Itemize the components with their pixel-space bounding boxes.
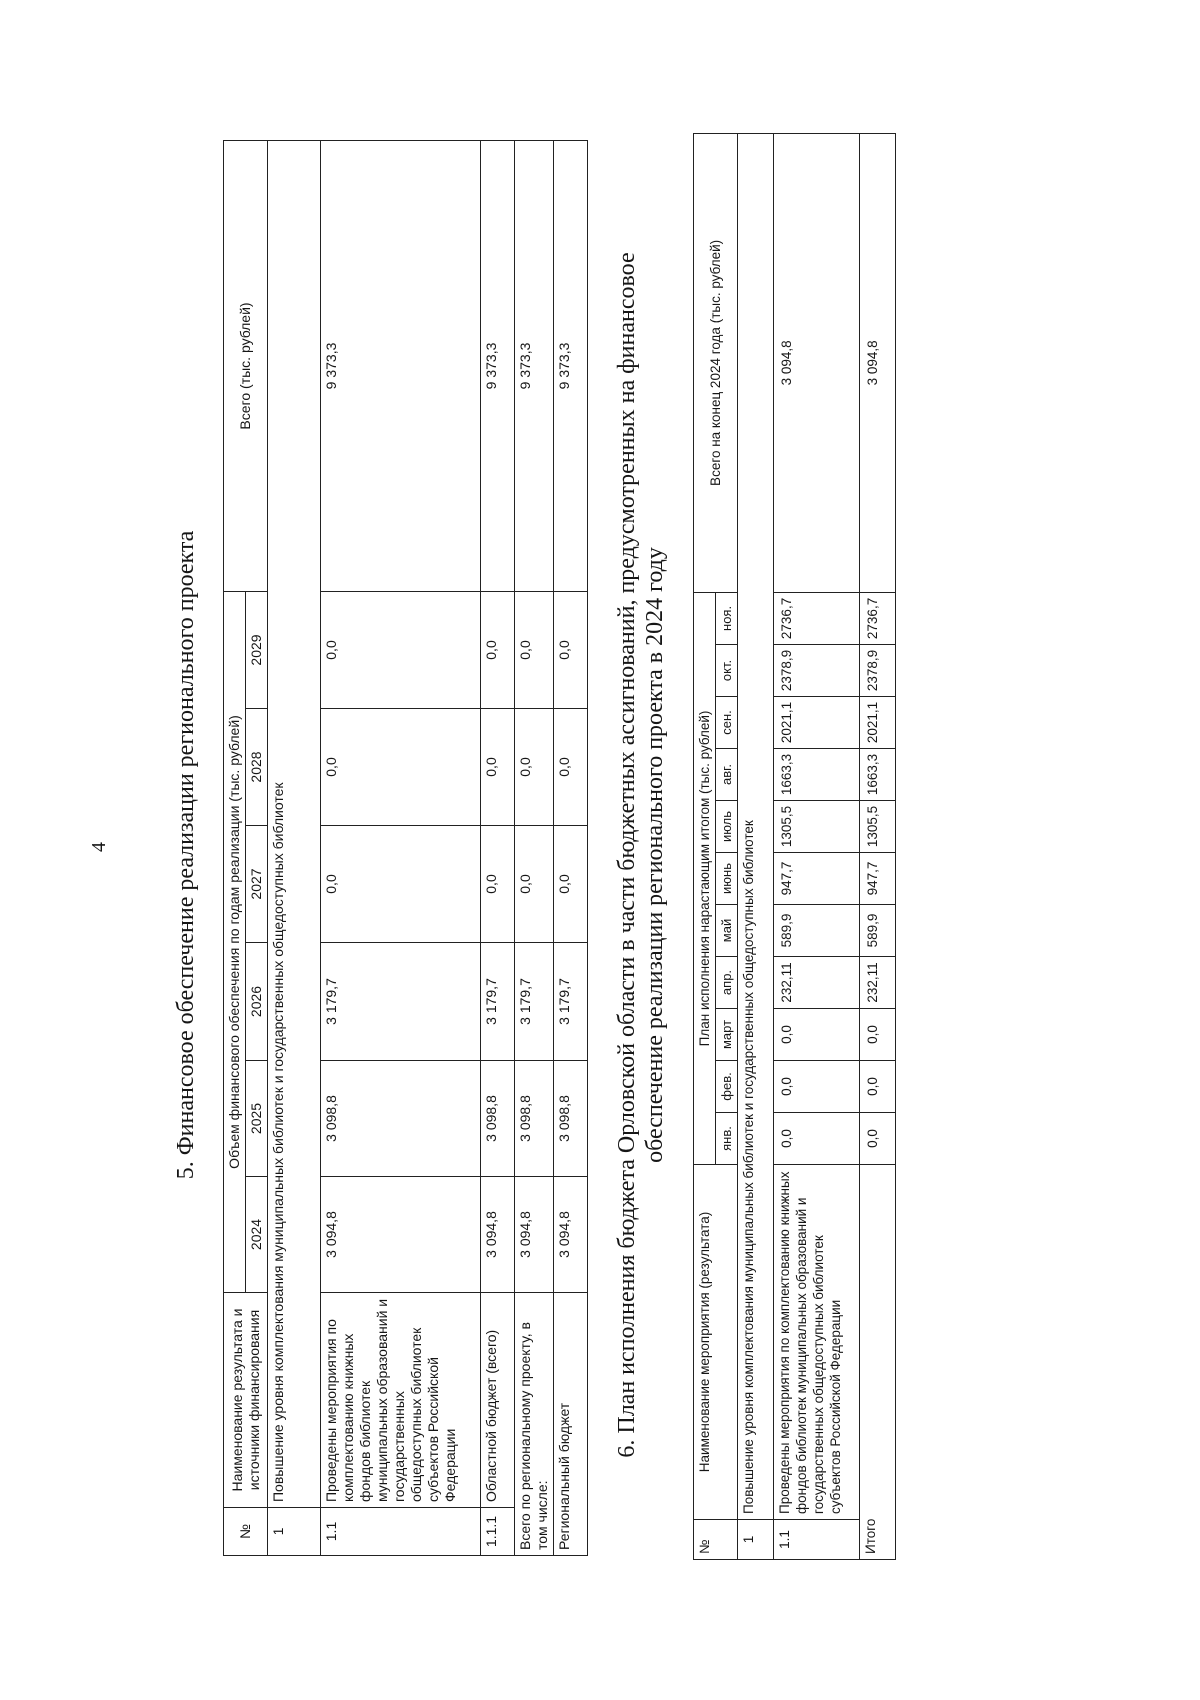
value-cell: 3 098,8 xyxy=(554,1061,588,1177)
value-cell: 1305,5 xyxy=(860,801,896,853)
header-month: июнь xyxy=(716,853,738,905)
row-name: Итого xyxy=(860,1165,896,1560)
value-cell: 0,0 xyxy=(860,1061,896,1113)
value-cell: 2736,7 xyxy=(774,592,860,644)
value-cell: 0,0 xyxy=(481,826,515,943)
table-row xyxy=(774,133,860,1559)
value-cell: 947,7 xyxy=(774,853,860,905)
value-cell: 2378,9 xyxy=(774,645,860,697)
header-total: Всего (тыс. рублей) xyxy=(224,140,268,591)
group-title: Повышение уровня комплектования муниципальных библиотек и государственных общедоступных библиотек xyxy=(268,140,321,1507)
total-cell: 9 373,3 xyxy=(321,140,481,591)
section6-title-line1: 6. План исполнения бюджета Орловской области в части бюджетных ассигнований, предусмотренных на финансовое xyxy=(614,252,640,1458)
row-number: 1 xyxy=(268,1508,321,1556)
value-cell: 0,0 xyxy=(321,709,481,826)
section5-title: 5. Финансовое обеспечение реализации регионального проекта xyxy=(173,530,199,1180)
header-month: авг. xyxy=(716,749,738,801)
row-number: 1 xyxy=(738,1520,774,1560)
value-cell: 589,9 xyxy=(774,905,860,957)
value-cell: 1305,5 xyxy=(774,801,860,853)
value-cell: 0,0 xyxy=(515,591,554,708)
value-cell: 3 094,8 xyxy=(481,1177,515,1293)
table-row xyxy=(554,140,588,1555)
section6-title xyxy=(613,30,669,1680)
row-name: Региональный бюджет xyxy=(554,1293,588,1556)
header-name: Наименование мероприятия (результата) xyxy=(694,1165,738,1520)
value-cell: 0,0 xyxy=(321,826,481,943)
row-number: 1.1.1 xyxy=(481,1508,515,1556)
section6-title-line2: обеспечение реализации регионального проекта в 2024 году xyxy=(642,547,668,1163)
header-volume: Объем финансового обеспечения по годам реализации (тыс. рублей) xyxy=(224,591,246,1292)
rotated-page xyxy=(0,30,1200,1680)
group-row xyxy=(738,133,774,1559)
value-cell: 3 094,8 xyxy=(515,1177,554,1293)
value-cell: 0,0 xyxy=(481,591,515,708)
total-cell: 9 373,3 xyxy=(515,140,554,591)
row-name: Областной бюджет (всего) xyxy=(481,1293,515,1508)
header-month: май xyxy=(716,905,738,957)
value-cell: 3 094,8 xyxy=(321,1177,481,1293)
value-cell: 232,11 xyxy=(774,957,860,1009)
value-cell: 3 179,7 xyxy=(554,943,588,1061)
group-row xyxy=(268,140,321,1555)
value-cell: 0,0 xyxy=(860,1113,896,1165)
header-plan: План исполнения нарастающим итогом (тыс. рублей) xyxy=(694,592,716,1164)
value-cell: 3 094,8 xyxy=(554,1177,588,1293)
value-cell: 0,0 xyxy=(774,1009,860,1061)
table-row xyxy=(321,140,481,1555)
value-cell: 1663,3 xyxy=(860,749,896,801)
value-cell: 0,0 xyxy=(321,591,481,708)
value-cell: 0,0 xyxy=(515,709,554,826)
value-cell: 3 179,7 xyxy=(321,943,481,1061)
header-year: 2028 xyxy=(246,709,268,826)
value-cell: 2378,9 xyxy=(860,645,896,697)
header-total: Всего на конец 2024 года (тыс. рублей) xyxy=(694,133,738,592)
value-cell: 589,9 xyxy=(860,905,896,957)
value-cell: 3 098,8 xyxy=(515,1061,554,1177)
header-month: март xyxy=(716,1009,738,1061)
header-year: 2025 xyxy=(246,1061,268,1177)
value-cell: 1663,3 xyxy=(774,749,860,801)
value-cell: 3 179,7 xyxy=(515,943,554,1061)
header-month: июль xyxy=(716,801,738,853)
value-cell: 2736,7 xyxy=(860,592,896,644)
value-cell: 2021,1 xyxy=(774,697,860,749)
table-row xyxy=(860,133,896,1559)
value-cell: 0,0 xyxy=(554,826,588,943)
header-month: янв. xyxy=(716,1113,738,1165)
value-cell: 0,0 xyxy=(515,826,554,943)
header-month: ноя. xyxy=(716,592,738,644)
value-cell: 3 098,8 xyxy=(321,1061,481,1177)
value-cell: 0,0 xyxy=(554,709,588,826)
row-name: Всего по региональному проекту, в том числе: xyxy=(515,1293,554,1556)
header-month: сен. xyxy=(716,697,738,749)
value-cell: 0,0 xyxy=(774,1113,860,1165)
value-cell: 232,11 xyxy=(860,957,896,1009)
table-row xyxy=(481,140,515,1555)
value-cell: 0,0 xyxy=(860,1009,896,1061)
row-number: 1.1 xyxy=(321,1508,481,1556)
total-cell: 9 373,3 xyxy=(481,140,515,591)
row-number: 1.1 xyxy=(774,1520,860,1560)
value-cell: 3 179,7 xyxy=(481,943,515,1061)
header-year: 2027 xyxy=(246,826,268,943)
row-name: Проведены мероприятия по комплектованию книжных фондов библиотек муниципальных образований и государственных общедоступных библиотек субъектов Российской Федерации xyxy=(774,1165,860,1520)
header-year: 2024 xyxy=(246,1177,268,1293)
value-cell: 0,0 xyxy=(481,709,515,826)
header-month: апр. xyxy=(716,957,738,1009)
total-cell: 9 373,3 xyxy=(554,140,588,591)
group-title: Повышение уровня комплектования муниципальных библиотек и государственных общедоступных библиотек xyxy=(738,133,774,1519)
page-number: 4 xyxy=(88,842,110,852)
total-cell: 3 094,8 xyxy=(860,133,896,592)
total-cell: 3 094,8 xyxy=(774,133,860,592)
row-name: Проведены мероприятия по комплектованию книжных фондов библиотек муниципальных образований и государственных общедоступных библиотек субъектов Российской Федерации xyxy=(321,1293,481,1508)
value-cell: 3 098,8 xyxy=(481,1061,515,1177)
header-year: 2026 xyxy=(246,943,268,1061)
value-cell: 2021,1 xyxy=(860,697,896,749)
header-month: фев. xyxy=(716,1061,738,1113)
header-name: Наименование результата и источники финансирования xyxy=(224,1293,268,1508)
table-row xyxy=(515,140,554,1555)
header-month: окт. xyxy=(716,645,738,697)
value-cell: 0,0 xyxy=(554,591,588,708)
header-number: № xyxy=(694,1520,738,1560)
header-year: 2029 xyxy=(246,591,268,708)
budget-plan-table xyxy=(693,133,896,1560)
financing-table xyxy=(223,140,588,1556)
value-cell: 947,7 xyxy=(860,853,896,905)
header-number: № xyxy=(224,1508,268,1556)
value-cell: 0,0 xyxy=(774,1061,860,1113)
